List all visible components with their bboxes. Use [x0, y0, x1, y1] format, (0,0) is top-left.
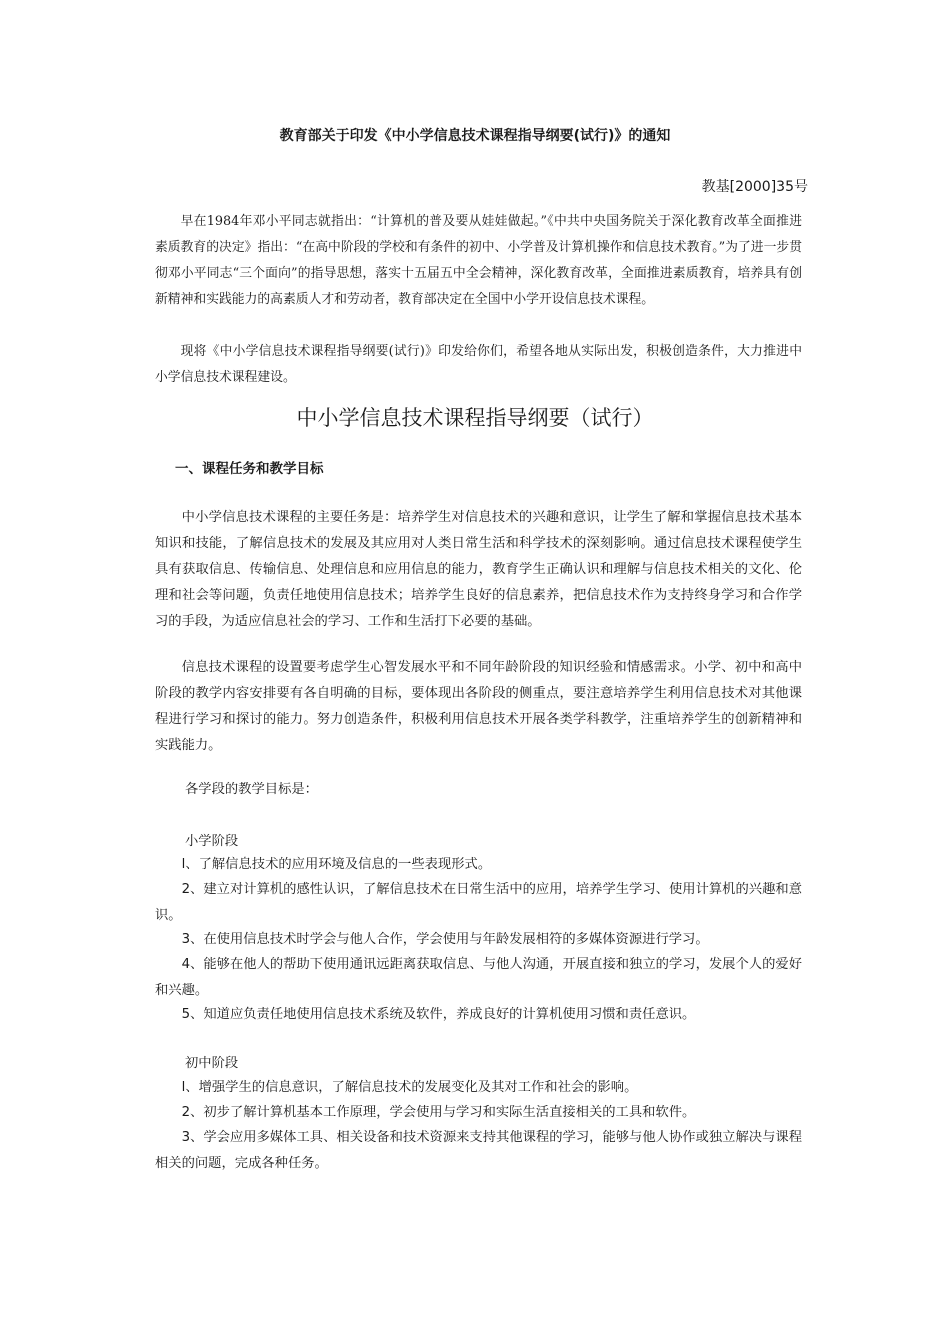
- notice-paragraph-2: 现将《中小学信息技术课程指导纲要(试行)》印发给你们，希望各地从实际出发，积极创造条件，大力推进中小学信息技术课程建设。: [155, 344, 802, 385]
- junior-heading: 初中阶段: [185, 1056, 239, 1071]
- primary-item-5: 5、知道应负责任地使用信息技术系统及软件，养成良好的计算机使用习惯和责任意识。: [181, 1007, 696, 1022]
- primary-item-2: 2、建立对计算机的感性认识，了解信息技术在日常生活中的应用，培养学生学习、使用计算机的兴趣和意识。: [155, 882, 802, 923]
- document-number: 教基[2000]35号: [701, 179, 808, 195]
- outline-title: 中小学信息技术课程指导纲要（试行）: [296, 406, 654, 430]
- junior-item-1: l、增强学生的信息意识，了解信息技术的发展变化及其对工作和社会的影响。: [181, 1080, 638, 1095]
- primary-heading: 小学阶段: [185, 834, 239, 849]
- primary-item-1: l、了解信息技术的应用环境及信息的一些表现形式。: [181, 857, 492, 872]
- primary-item-4: 4、能够在他人的帮助下使用通讯远距离获取信息、与他人沟通，开展直接和独立的学习，发展个人的爱好和兴趣。: [155, 957, 802, 998]
- task-paragraph: 中小学信息技术课程的主要任务是：培养学生对信息技术的兴趣和意识，让学生了解和掌握信息技术基本知识和技能，了解信息技术的发展及其应用对人类日常生活和科学技术的深刻影响。通过信息技术课程使学生具有获取信息、传输信息、处理信息和应用信息的能力，教育学生正确认识和理解与信息技术相关的文化、伦理和社会等问题，负责任地使用信息技术；培养学生良好的信息素养，把信息技术作为支持终身学习和合作学习的手段，为适应信息社会的学习、工作和生活打下必要的基础。: [155, 510, 802, 629]
- notice-paragraph-1: 早在1984年邓小平同志就指出：“计算机的普及要从娃娃做起。”《中共中央国务院关于深化教育改革全面推进素质教育的决定》指出：“在高中阶段的学校和有条件的初中、小学普及计算机操作和信息技术教育。”为了进一步贯彻邓小平同志“三个面向”的指导思想，落实十五届五中全会精神，深化教育改革，全面推进素质教育，培养具有创新精神和实践能力的高素质人才和劳动者，教育部决定在全国中小学开设信息技术课程。: [155, 214, 802, 307]
- primary-item-3: 3、在使用信息技术时学会与他人合作，学会使用与年龄发展相符的多媒体资源进行学习。: [181, 932, 709, 947]
- junior-item-2: 2、初步了解计算机基本工作原理，学会使用与学习和实际生活直接相关的工具和软件。: [181, 1105, 696, 1120]
- goals-intro: 各学段的教学目标是：: [185, 782, 318, 797]
- section-heading-1: 一、课程任务和教学目标: [175, 461, 324, 477]
- setting-paragraph: 信息技术课程的设置要考虑学生心智发展水平和不同年龄阶段的知识经验和情感需求。小学、初中和高中阶段的教学内容安排要有各自明确的目标，要体现出各阶段的侧重点，要注意培养学生利用信息技术对其他课程进行学习和探讨的能力。努力创造条件，积极利用信息技术开展各类学科教学，注重培养学生的创新精神和实践能力。: [155, 660, 802, 753]
- notice-title: 教育部关于印发《中小学信息技术课程指导纲要(试行)》的通知: [279, 128, 671, 144]
- junior-item-3: 3、学会应用多媒体工具、相关设备和技术资源来支持其他课程的学习，能够与他人协作或独立解决与课程相关的问题，完成各种任务。: [155, 1130, 802, 1171]
